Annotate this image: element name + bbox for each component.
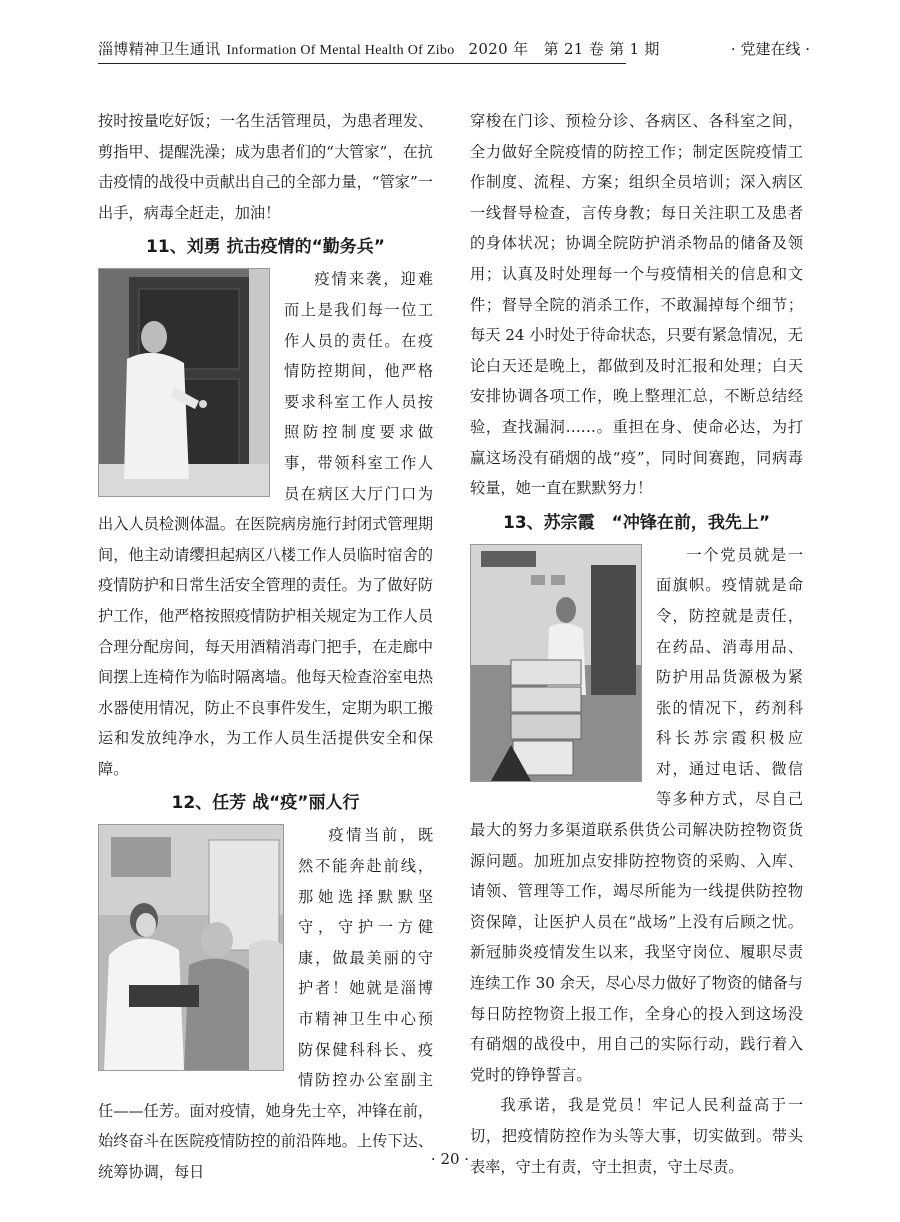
liu-yong-photo	[98, 268, 270, 497]
header-rule	[98, 63, 626, 64]
su-zongxia-photo	[470, 544, 642, 782]
section-11-title: 11、刘勇 抗击疫情的“勤务兵”	[146, 237, 385, 258]
journal-title-cn: 淄博精神卫生通讯	[98, 40, 221, 58]
section-13-body: 一个党员就是一面旗帜。疫情就是命令，防控就是责任，在药品、消毒用品、防护用品货源极为紧张的情况下，药剂科科长苏宗霞积极应对，通过电话、微信等多种方式，尽自己最大的努力多渠道联系供货公司解决防控物资货源问题。加班加点安排防控物资的采购、入库、请领、管理等工作，竭尽所能为一线提供防控物资保障，让医护人员在“战场”上没有后顾之忧。新冠肺炎疫情发生以来，我坚守岗位、履职尽责连续工作 30 余天，尽心尽力做好了物资的储备与每日防控物资上报工作，全身心的投入到这场没有硝烟的战役中，用自己的实际行动，践行着入党时的铮铮誓言。	[470, 545, 803, 1084]
right-column	[470, 106, 803, 1182]
page-number: · 20 ·	[430, 1150, 470, 1168]
party-pledge-paragraph: 我承诺，我是党员！牢记人民利益高于一切，把疫情防控作为头等大事，切实做到。带头表率，守土有责，守土担责，守土尽责。	[470, 1096, 803, 1176]
section-12-continued: 穿梭在门诊、预检分诊、各病区、各科室之间，全力做好全院疫情的防控工作；制定医院疫情工作制度、流程、方案；组织全员培训；深入病区一线督导检查，言传身教；每日关注职工及患者的身体状况；协调全院防护消杀物品的储备及领用；认真及时处理每一个与疫情相关的信息和文件；督导全院的消杀工作，不敢漏掉每个细节；每天 24 小时处于待命状态，只要有紧急情况，无论白天还是晚上，都做到及时汇报和处理；白天安排协调各项工作，晚上整理汇总，不断总结经验，查找漏洞……。重担在身、使命必达，为打赢这场没有硝烟的战“疫”，同时间赛跑，同病毒较量，她一直在默默努力！	[470, 112, 803, 498]
left-column	[98, 106, 433, 1188]
section-12-body: 疫情当前，既然不能奔赴前线，那她选择默默坚守，守护一方健康，做最美丽的守护者！她就是淄博市精神卫生中心预防保健科科长、疫情防控办公室副主任——任芳。面对疫情，她身先士卒，冲锋在前，始终奋斗在医院疫情防控的前沿阵地。上传下达、统筹协调，每日	[98, 826, 433, 1181]
section-11-body: 疫情来袭，迎难而上是我们每一位工作人员的责任。在疫情防控期间，他严格要求科室工作人员按照防控制度要求做事，带领科室工作人员在病区大厅门口为出入人员检测体温。在医院病房施行封闭式管理期间，他主动请缨担起病区八楼工作人员临时宿舍的疫情防护和日常生活安全管理的责任。为了做好防护工作，他严格按照疫情防护相关规定为工作人员合理分配房间，每天用酒精消毒门把手，在走廊中间摆上连椅作为临时隔离墙。他每天检查浴室电热水器使用情况，防止不良事件发生，定期为职工搬运和发放纯净水，为工作人员生活提供安全和保障。	[98, 270, 433, 778]
ren-fang-photo	[98, 824, 284, 1071]
section-13-title: 13、苏宗霞 “冲锋在前，我先上”	[502, 512, 770, 533]
journal-masthead	[98, 38, 660, 59]
section-12-title: 12、任芳 战“疫”丽人行	[171, 793, 360, 814]
journal-title-en: Information Of Mental Health Of Zibo	[226, 43, 455, 58]
intro-paragraph: 按时按量吃好饭；一名生活管理员，为患者理发、剪指甲、提醒洗澡；成为患者们的“大管家”，在抗击疫情的战役中贡献出自己的全部力量，“管家”一出手，病毒全赶走，加油！	[98, 112, 433, 222]
issue-info: 2020 年 第 21 卷 第 1 期	[468, 40, 660, 58]
page-header	[98, 38, 810, 68]
section-label: · 党建在线 ·	[730, 40, 810, 58]
